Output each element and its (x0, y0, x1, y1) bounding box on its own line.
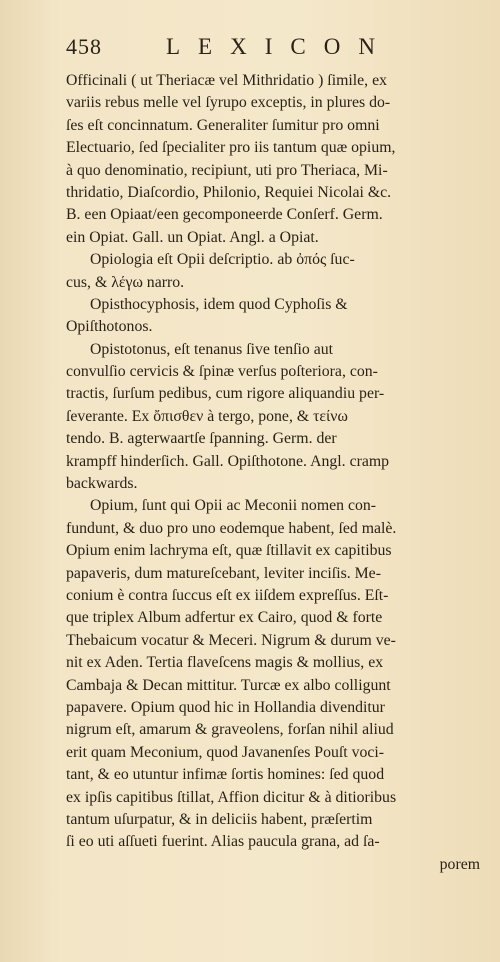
text-line: backwards. (66, 475, 138, 493)
text-line: erit quam Meconium, quod Javanenſes Pouſt voci- (66, 743, 385, 761)
running-head: LEXICON (166, 34, 393, 59)
text-line: thridatio, Diaſcordio, Philonio, Requiei Nicolai &c. (66, 183, 392, 201)
body-text (66, 70, 484, 876)
text-line: Electuario, ſed ſpecialiter pro iis tantum quæ opium, (66, 139, 396, 157)
text-line: ex ipſis capitibus ſtillat, Affion dicitur & à ditioribus (66, 788, 397, 806)
catchword: porem (439, 855, 480, 873)
text-line: tantum uſurpatur, & in deliciis habent, præſertim (66, 810, 373, 828)
text-line: ſes eſt concinnatum. Generaliter ſumitur pro omni (66, 116, 380, 134)
text-line: krampff hinderſich. Gall. Opiſthotone. Angl. cramp (66, 452, 390, 470)
text-line: conium è contra ſuccus eſt ex iiſdem expreſſus. Eſt- (66, 586, 389, 604)
text-line: nit ex Aden. Tertia flaveſcens magis & mollius, ex (66, 654, 384, 672)
text-line: tendo. B. agterwaartſe ſpanning. Germ. der (66, 430, 337, 448)
text-line: cus, & λέγω narro. (66, 273, 185, 291)
text-line: ſi eo uti aſſueti fuerint. Alias paucula grana, ad ſa- (66, 833, 380, 851)
text-line: Cambaja & Decan mittitur. Turcæ ex albo colligunt (66, 676, 391, 694)
text-line: fundunt, & duo pro uno eodemque habent, ſed malè. (66, 519, 397, 537)
page-number: 458 (66, 34, 102, 59)
text-line: tant, & eo utuntur infimæ ſortis homines: ſed quod (66, 766, 385, 784)
text-line: Opium enim lachryma eſt, quæ ſtillavit ex capitibus (66, 542, 392, 560)
page-header (66, 34, 486, 64)
text-line: tractis, ſurſum pedibus, cum rigore aliquandiu per- (66, 385, 385, 403)
entry-heading-line: Opistotonus, eſt tenanus ſive tenſio aut (90, 340, 334, 358)
text-line: papaveris, dum matureſcebant, leviter inciſis. Me- (66, 564, 381, 582)
text-line: variis rebus melle vel ſyrupo exceptis, in plures do- (66, 94, 391, 112)
text-line: ſeverante. Ex ὄπισθεν à tergo, pone, & τείνω (66, 407, 348, 425)
text-line: B. een Opiaat/een gecomponeerde Conſerf. Germ. (66, 206, 383, 224)
text-line: nigrum eſt, amarum & graveolens, forſan nihil aliud (66, 721, 394, 739)
text-line: Opiſthotonos. (66, 318, 153, 336)
text-line: papavere. Opium quod hic in Hollandia divenditur (66, 698, 385, 716)
text-line: Officinali ( ut Theriacæ vel Mithridatio ) ſimile, ex (66, 72, 387, 89)
text-line: à quo denominatio, recipiunt, uti pro Theriaca, Mi- (66, 161, 388, 179)
text-line: ein Opiat. Gall. un Opiat. Angl. a Opiat. (66, 228, 319, 246)
entry-heading-line: Opiologia eſt Opii deſcriptio. ab ὀπός ſuc- (90, 251, 355, 269)
text-line: Thebaicum vocatur & Meceri. Nigrum & durum ve- (66, 631, 396, 649)
entry-heading-line: Opisthocyphosis, idem quod Cyphoſis & (90, 295, 348, 313)
text-line: que triplex Album adfertur ex Cairo, quod & forte (66, 609, 383, 627)
entry-heading-line: Opium, ſunt qui Opii ac Meconii nomen con- (90, 497, 377, 515)
text-line: convulſio cervicis & ſpinæ verſus poſteriora, con- (66, 363, 378, 381)
